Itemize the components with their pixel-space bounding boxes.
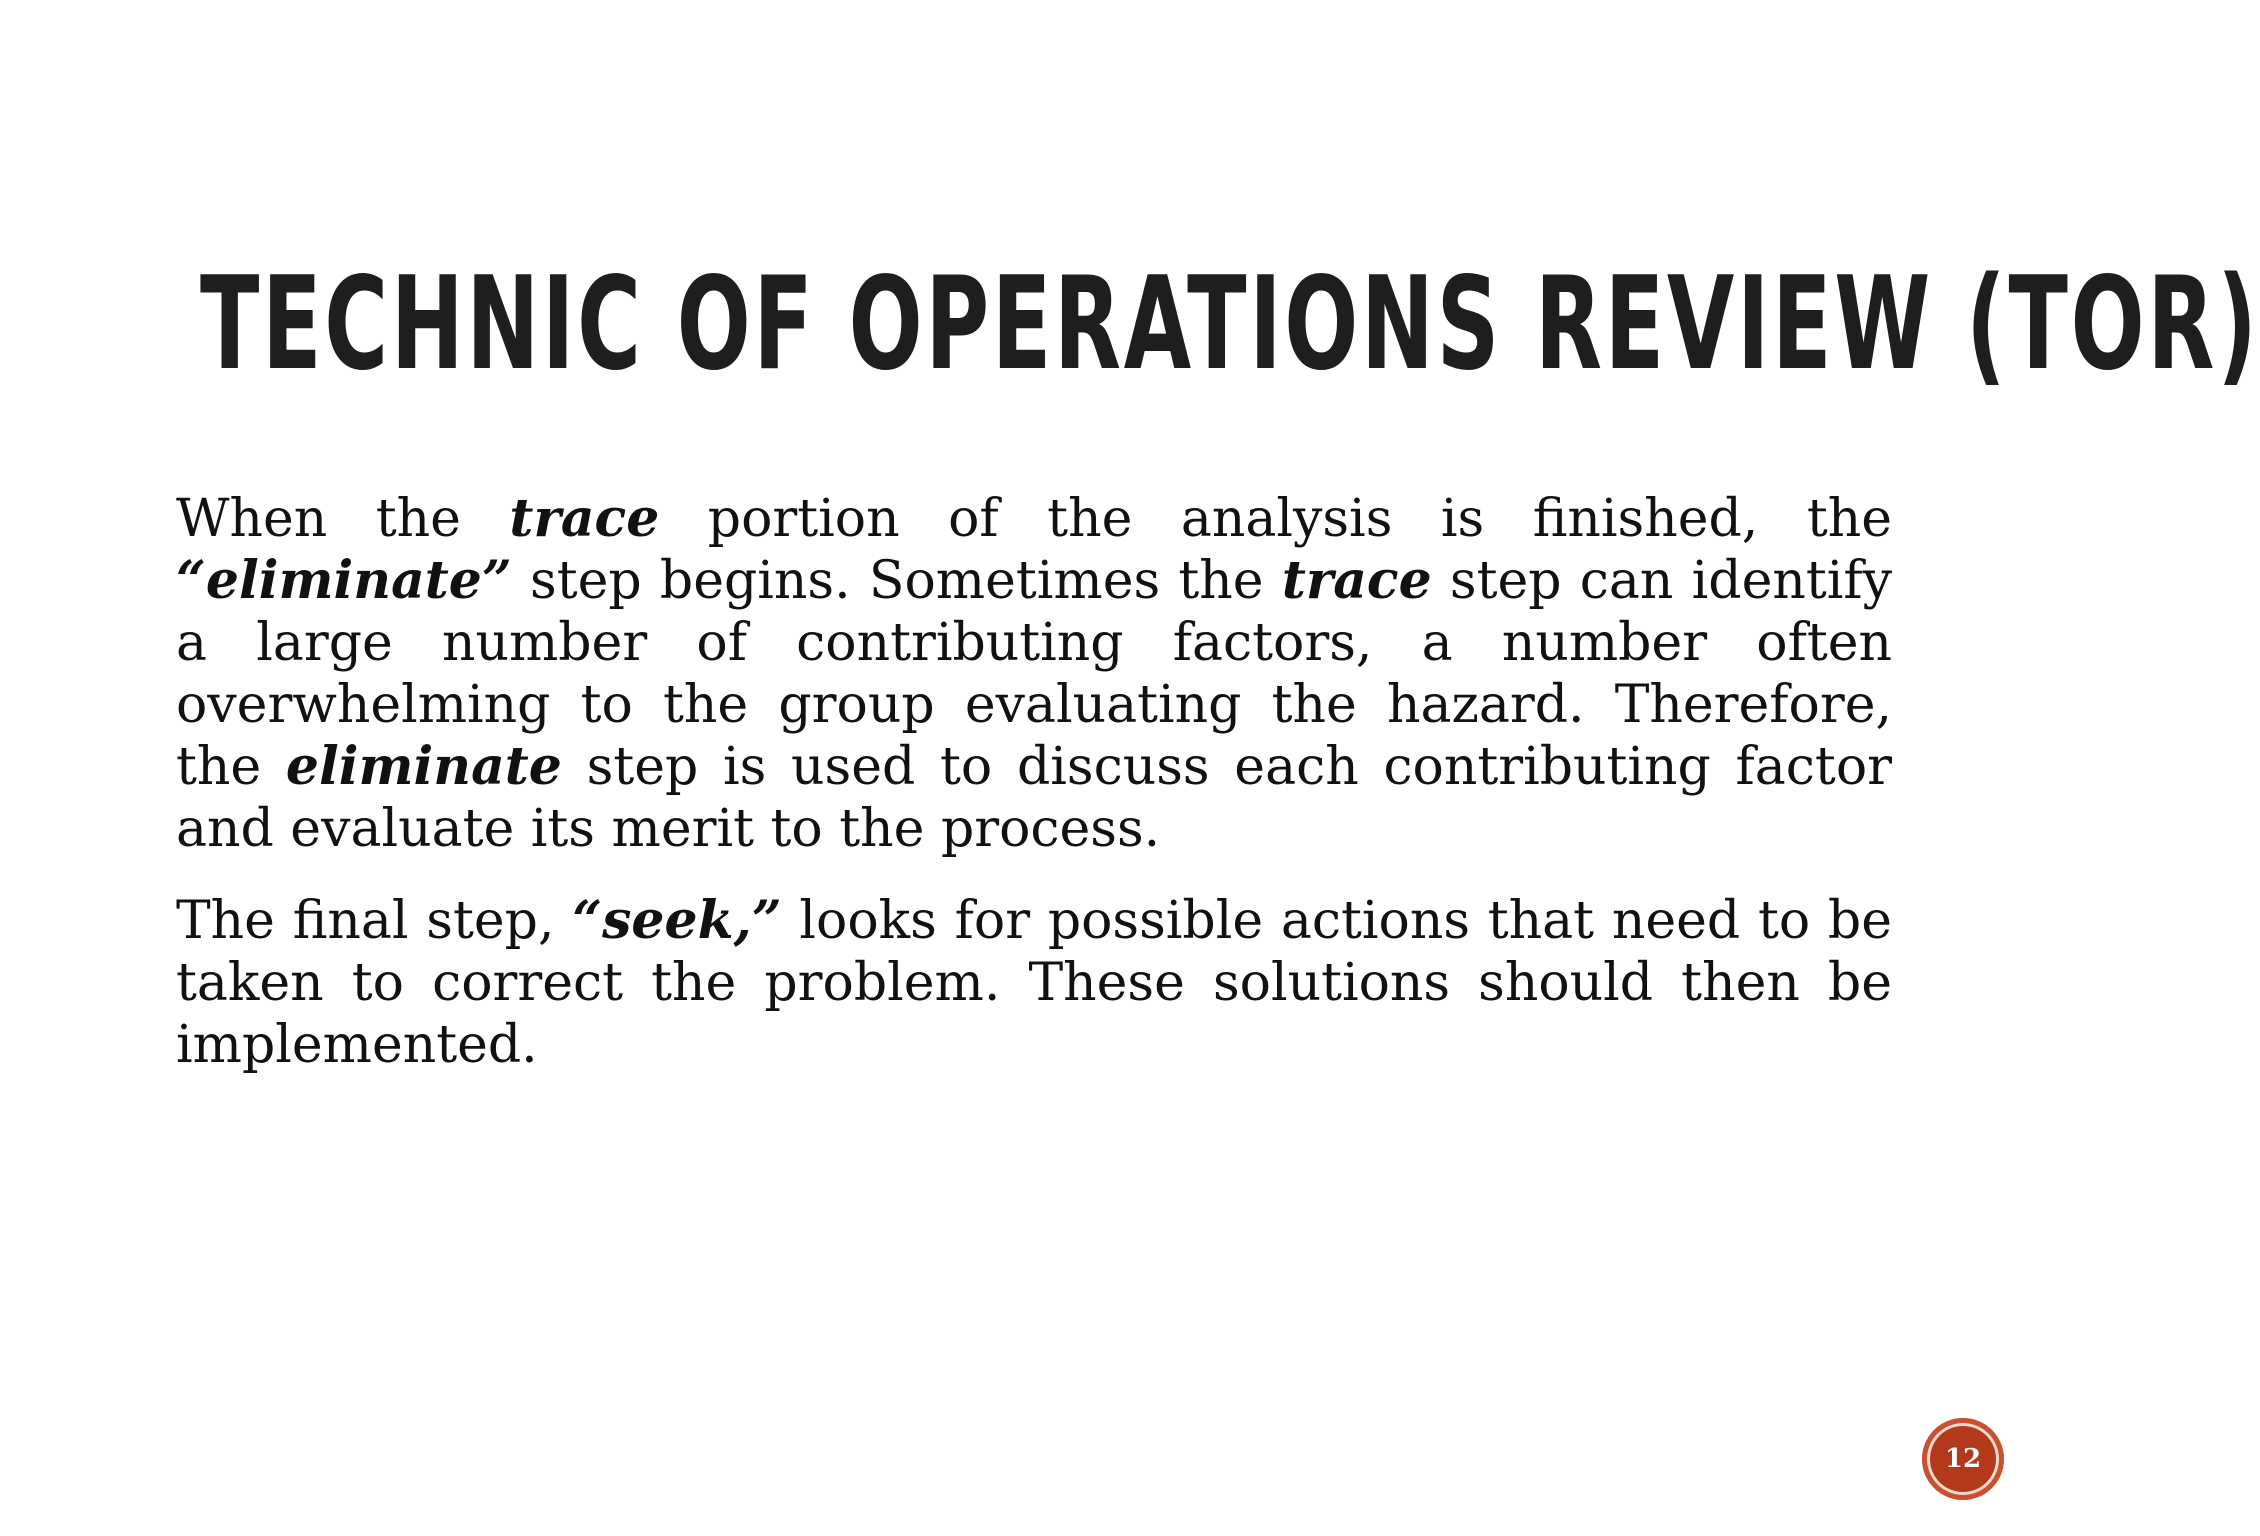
text-run: looks for possible actions that need to be taken to correct the problem. These solutions should then be implemented.	[176, 891, 1892, 1075]
text-run: step can identify a large number of contributing factors, a number often overwhelming to the group evaluating the hazard. Therefore, the	[176, 551, 1892, 797]
slide-title: TECHNIC OF OPERATIONS REVIEW (TOR)	[200, 250, 2260, 399]
paragraph-seek	[176, 890, 1892, 1076]
emphasis-trace: trace	[509, 488, 660, 549]
text-run: When the	[176, 489, 510, 549]
emphasis-trace: trace	[1281, 550, 1432, 611]
emphasis-seek: “seek,”	[572, 890, 782, 951]
text-run: portion of the analysis is finished, the	[659, 489, 1893, 549]
paragraph-trace-eliminate	[176, 488, 1892, 860]
emphasis-eliminate-quoted: “eliminate”	[176, 550, 512, 611]
page-number-badge	[1922, 1418, 2004, 1500]
text-run: step is used to discuss each contributing factor and evaluate its merit to the process.	[176, 737, 1892, 859]
text-run: The final step,	[176, 891, 573, 951]
text-run: step begins. Sometimes the	[511, 551, 1282, 611]
page-number: 12	[1944, 1444, 1982, 1474]
slide-body	[176, 488, 1892, 1076]
emphasis-eliminate: eliminate	[285, 736, 562, 797]
